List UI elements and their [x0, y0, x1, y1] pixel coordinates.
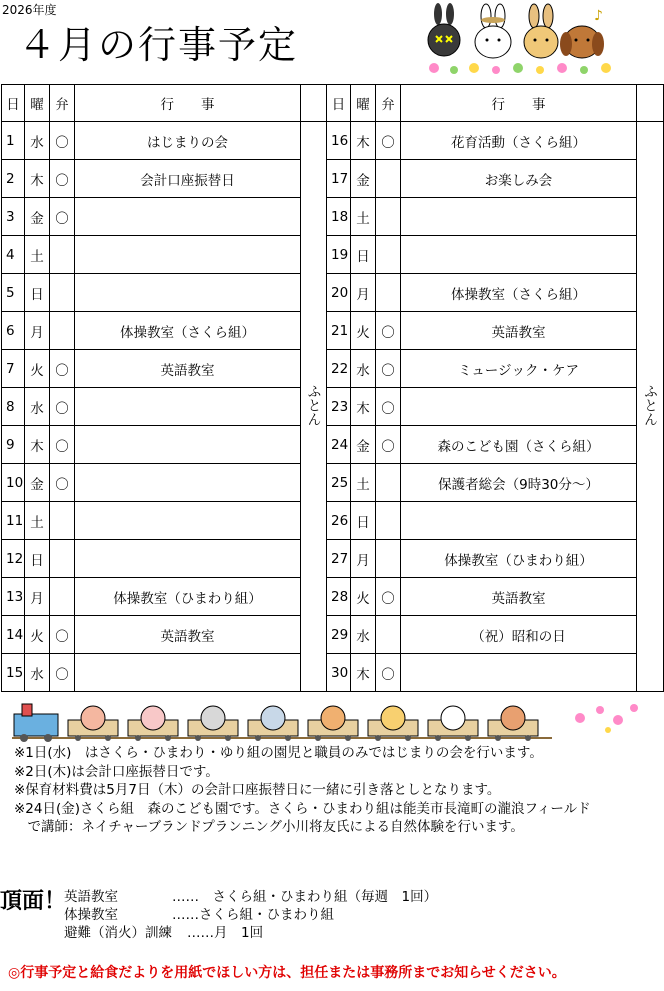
day-cell: 17 — [327, 160, 351, 198]
day-cell: 1 — [2, 122, 25, 160]
event-cell: 体操教室（さくら組） — [75, 312, 301, 350]
weekday-cell: 水 — [25, 122, 50, 160]
futon-column-right — [637, 122, 664, 692]
table-row — [2, 274, 664, 312]
day-cell: 18 — [327, 198, 351, 236]
lunch-cell — [376, 274, 401, 312]
event-cell: 会計口座振替日 — [75, 160, 301, 198]
header-lunch: 弁 — [376, 85, 401, 122]
event-cell — [401, 388, 637, 426]
weekday-cell: 土 — [25, 236, 50, 274]
weekday-cell: 金 — [25, 464, 50, 502]
weekday-cell: 金 — [351, 160, 376, 198]
event-cell: お楽しみ会 — [401, 160, 637, 198]
weekday-cell: 火 — [351, 578, 376, 616]
weekday-cell: 日 — [351, 502, 376, 540]
weekday-cell: 火 — [25, 350, 50, 388]
day-cell: 8 — [2, 388, 25, 426]
futon-label: ふとん — [305, 383, 322, 426]
weekday-cell: 木 — [25, 160, 50, 198]
weekday-cell: 日 — [25, 540, 50, 578]
header-weekday: 曜 — [25, 85, 50, 122]
event-cell — [75, 388, 301, 426]
weekday-cell: 木 — [351, 654, 376, 692]
footer-notice: ◎行事予定と給食だよりを用紙でほしい方は、担任または事務所までお知らせください。 — [8, 965, 566, 981]
lunch-cell — [376, 540, 401, 578]
lunch-cell: 〇 — [376, 426, 401, 464]
weekday-cell: 土 — [351, 198, 376, 236]
dog-brown — [560, 8, 604, 58]
weekday-cell: 水 — [25, 654, 50, 692]
day-cell: 30 — [327, 654, 351, 692]
weekday-cell: 木 — [351, 122, 376, 160]
rabbit-black — [428, 3, 460, 56]
table-row — [2, 312, 664, 350]
lunch-cell: 〇 — [50, 160, 75, 198]
train-wagon — [368, 706, 418, 741]
table-row — [2, 236, 664, 274]
table-row — [2, 160, 664, 198]
event-cell — [75, 426, 301, 464]
lunch-cell: 〇 — [50, 350, 75, 388]
day-cell: 14 — [2, 616, 25, 654]
important-item-detail: ……月 1回 — [187, 925, 264, 941]
train-wagon — [308, 706, 358, 741]
table-row — [2, 502, 664, 540]
weekday-cell: 火 — [25, 616, 50, 654]
lunch-cell — [50, 274, 75, 312]
note-line: ※24日(金)さくら組 森のこども園です。さくら・ひまわり組は能美市長滝町の瀧浪フィールド — [14, 800, 591, 817]
day-cell: 5 — [2, 274, 25, 312]
weekday-cell: 月 — [25, 578, 50, 616]
event-cell: 森のこども園（さくら組） — [401, 426, 637, 464]
lunch-cell: 〇 — [376, 388, 401, 426]
rabbit-white — [475, 4, 511, 58]
weekday-cell: 日 — [25, 274, 50, 312]
rabbit-tan — [524, 4, 558, 58]
lunch-cell: 〇 — [50, 122, 75, 160]
weekday-cell: 月 — [351, 274, 376, 312]
lunch-cell: 〇 — [50, 198, 75, 236]
day-cell: 25 — [327, 464, 351, 502]
event-cell: 体操教室（さくら組） — [401, 274, 637, 312]
header-day: 日 — [2, 85, 25, 122]
important-item-name: 避難（消火）訓練 — [64, 925, 172, 941]
lunch-cell: 〇 — [50, 616, 75, 654]
event-cell — [75, 464, 301, 502]
animal-train-illustration — [12, 700, 642, 742]
day-cell: 2 — [2, 160, 25, 198]
day-cell: 12 — [2, 540, 25, 578]
event-cell: ミュージック・ケア — [401, 350, 637, 388]
note-line: で講師：ネイチャーブランドプランニング小川将友氏による自然体験を行います。 — [14, 819, 524, 835]
event-cell — [401, 236, 637, 274]
weekday-cell: 水 — [25, 388, 50, 426]
lunch-cell: 〇 — [376, 312, 401, 350]
weekday-cell: 金 — [25, 198, 50, 236]
event-calendar-table — [1, 84, 664, 692]
important-detail-drill — [187, 924, 263, 942]
train-wagon — [68, 706, 118, 741]
event-cell: 体操教室（ひまわり組） — [401, 540, 637, 578]
important-heading: 頂面！ — [0, 888, 67, 914]
lunch-cell: 〇 — [50, 654, 75, 692]
header-futon-right — [637, 85, 664, 122]
lunch-cell — [376, 502, 401, 540]
train-wagon — [188, 706, 238, 741]
header-event: 行 事 — [75, 85, 301, 122]
event-cell — [75, 540, 301, 578]
lunch-cell — [376, 198, 401, 236]
table-row — [2, 426, 664, 464]
day-cell: 20 — [327, 274, 351, 312]
day-cell: 6 — [2, 312, 25, 350]
table-row — [2, 388, 664, 426]
event-cell — [75, 274, 301, 312]
event-cell — [401, 654, 637, 692]
lunch-cell — [50, 312, 75, 350]
flower-cluster — [575, 704, 638, 733]
weekday-cell: 日 — [351, 236, 376, 274]
locomotive — [14, 704, 58, 742]
weekday-cell: 月 — [351, 540, 376, 578]
day-cell: 4 — [2, 236, 25, 274]
important-item-detail: ……さくら組・ひまわり組 — [172, 907, 334, 923]
day-cell: 9 — [2, 426, 25, 464]
event-cell — [75, 654, 301, 692]
day-cell: 19 — [327, 236, 351, 274]
train-wagon — [128, 706, 178, 741]
table-row — [2, 616, 664, 654]
train-wagon — [488, 706, 538, 741]
event-cell: 英語教室 — [75, 616, 301, 654]
header-futon-left — [301, 85, 327, 122]
lunch-cell: 〇 — [376, 654, 401, 692]
futon-column-left — [301, 122, 327, 692]
lunch-cell — [376, 616, 401, 654]
train-wagon — [428, 706, 478, 741]
animal-illustration — [424, 2, 620, 78]
day-cell: 16 — [327, 122, 351, 160]
header-weekday: 曜 — [351, 85, 376, 122]
important-item-detail: …… さくら組・ひまわり組（毎週 1回） — [172, 889, 438, 905]
weekday-cell: 木 — [351, 388, 376, 426]
day-cell: 21 — [327, 312, 351, 350]
event-cell: 花育活動（さくら組） — [401, 122, 637, 160]
note-line: ※1日(水) はさくら・ひまわり・ゆり組の園児と職員のみではじまりの会を行います。 — [14, 745, 543, 761]
event-cell: 英語教室 — [75, 350, 301, 388]
weekday-cell: 火 — [351, 312, 376, 350]
event-cell — [401, 198, 637, 236]
event-cell: 保護者総会（9時30分～） — [401, 464, 637, 502]
svg-text:♪: ♪ — [594, 8, 603, 24]
day-cell: 24 — [327, 426, 351, 464]
lunch-cell: 〇 — [50, 426, 75, 464]
day-cell: 15 — [2, 654, 25, 692]
day-cell: 7 — [2, 350, 25, 388]
important-details — [172, 888, 437, 924]
event-cell: （祝）昭和の日 — [401, 616, 637, 654]
table-row — [2, 578, 664, 616]
lunch-cell — [376, 464, 401, 502]
day-cell: 26 — [327, 502, 351, 540]
lunch-cell — [50, 540, 75, 578]
event-cell: 体操教室（ひまわり組） — [75, 578, 301, 616]
weekday-cell: 水 — [351, 350, 376, 388]
event-cell — [75, 198, 301, 236]
weekday-cell: 木 — [25, 426, 50, 464]
notes-section — [14, 744, 591, 837]
header-day: 日 — [327, 85, 351, 122]
page-title: ４月の行事予定 — [18, 23, 299, 67]
lunch-cell — [50, 502, 75, 540]
table-header-row — [2, 85, 664, 122]
day-cell: 29 — [327, 616, 351, 654]
event-cell: はじまりの会 — [75, 122, 301, 160]
table-row — [2, 654, 664, 692]
table-row — [2, 464, 664, 502]
flower-row — [429, 63, 611, 74]
weekday-cell: 金 — [351, 426, 376, 464]
lunch-cell: 〇 — [376, 350, 401, 388]
lunch-cell — [376, 236, 401, 274]
header-event: 行 事 — [401, 85, 637, 122]
lunch-cell: 〇 — [50, 388, 75, 426]
event-cell — [401, 502, 637, 540]
lunch-cell: 〇 — [50, 464, 75, 502]
important-item-name: 体操教室 — [64, 907, 118, 923]
note-line: ※保育材料費は5月7日（木）の会計口座振替日に一緒に引き落としとなります。 — [14, 782, 501, 798]
event-cell — [75, 502, 301, 540]
train-wagon — [248, 706, 298, 741]
table-row — [2, 350, 664, 388]
day-cell: 23 — [327, 388, 351, 426]
important-names — [64, 888, 172, 942]
lunch-cell: 〇 — [376, 122, 401, 160]
header-lunch: 弁 — [50, 85, 75, 122]
event-cell: 英語教室 — [401, 578, 637, 616]
lunch-cell — [50, 236, 75, 274]
fiscal-year: 2026年度 — [2, 3, 57, 17]
futon-label: ふとん — [642, 383, 658, 426]
note-line: ※2日(木)は会計口座振替日です。 — [14, 763, 219, 780]
day-cell: 22 — [327, 350, 351, 388]
weekday-cell: 月 — [25, 312, 50, 350]
day-cell: 13 — [2, 578, 25, 616]
table-row — [2, 198, 664, 236]
day-cell: 11 — [2, 502, 25, 540]
day-cell: 10 — [2, 464, 25, 502]
event-cell: 英語教室 — [401, 312, 637, 350]
lunch-cell — [376, 160, 401, 198]
lunch-cell — [50, 578, 75, 616]
day-cell: 28 — [327, 578, 351, 616]
day-cell: 27 — [327, 540, 351, 578]
event-cell — [75, 236, 301, 274]
table-row — [2, 540, 664, 578]
weekday-cell: 土 — [25, 502, 50, 540]
day-cell: 3 — [2, 198, 25, 236]
table-row — [2, 122, 664, 160]
important-item-name: 英語教室 — [64, 889, 118, 905]
lunch-cell: 〇 — [376, 578, 401, 616]
weekday-cell: 水 — [351, 616, 376, 654]
weekday-cell: 土 — [351, 464, 376, 502]
